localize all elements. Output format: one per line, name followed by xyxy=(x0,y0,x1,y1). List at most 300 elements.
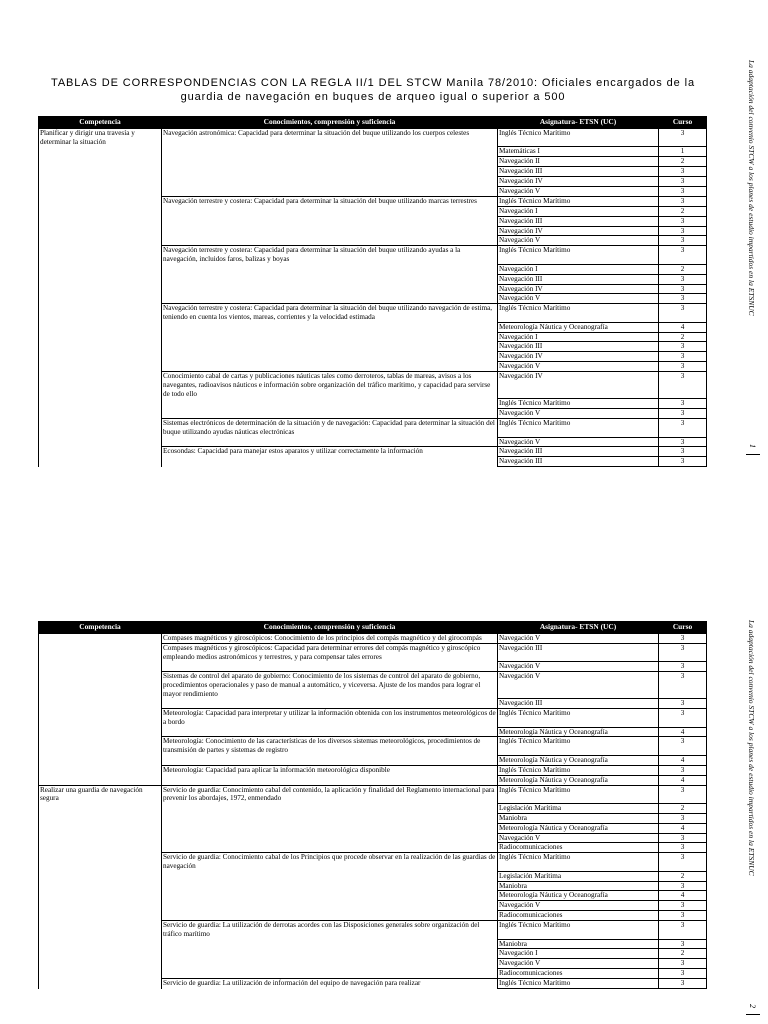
table-row xyxy=(39,672,707,699)
table-row xyxy=(39,755,707,765)
curso-cell: 3 xyxy=(659,236,707,246)
table-row xyxy=(39,939,707,949)
curso-cell: 3 xyxy=(659,304,707,322)
conocimientos-cell xyxy=(162,949,498,959)
conocimientos-cell: Conocimiento cabal de cartas y publicaciones náuticas tales como derroteros, tablas de mareas, avisos a los navegantes, radioavisos náuticos e información sobre organización del tráfico marítimo, y capacidad para servirse de todo ello xyxy=(162,372,498,399)
conocimientos-cell xyxy=(162,891,498,901)
header-asignatura: Asignatura- ETSN (UC) xyxy=(498,117,659,129)
document-page-2 xyxy=(0,560,768,1024)
conocimientos-cell: Navegación terrestre y costera: Capacidad para determinar la situación del buque utilizando navegación de estima, teniendo en cuenta los vientos, mareas, corrientes y la velocidad estimada xyxy=(162,304,498,322)
asignatura-cell: Navegación IV xyxy=(498,352,659,362)
conocimientos-cell xyxy=(162,939,498,949)
curso-cell: 3 xyxy=(659,246,707,264)
conocimientos-cell xyxy=(162,147,498,157)
table-row xyxy=(39,662,707,672)
conocimientos-cell xyxy=(162,755,498,765)
conocimientos-cell: Meteorología: Capacidad para aplicar la información meteorológica disponible xyxy=(162,765,498,775)
header-competencia: Competencia xyxy=(39,622,162,634)
table-row xyxy=(39,409,707,419)
curso-cell: 2 xyxy=(659,949,707,959)
conocimientos-cell xyxy=(162,911,498,921)
asignatura-cell: Navegación I xyxy=(498,206,659,216)
conocimientos-cell: Compases magnéticos y giroscópicos: Capacidad para determinar errores del compás magnético y giroscópico empleando medios astronómicos y terrestres, y para compensar tales errores xyxy=(162,643,498,661)
header-curso: Curso xyxy=(659,117,707,129)
curso-cell: 3 xyxy=(659,699,707,709)
conocimientos-cell xyxy=(162,457,498,467)
competencia-cell xyxy=(39,813,162,823)
conocimientos-cell xyxy=(162,274,498,284)
competencia-cell: Realizar una guardia de navegación segura xyxy=(39,785,162,803)
table-row xyxy=(39,437,707,447)
conocimientos-cell xyxy=(162,959,498,969)
curso-cell: 3 xyxy=(659,853,707,871)
curso-cell: 3 xyxy=(659,921,707,939)
asignatura-cell: Navegación V xyxy=(498,362,659,372)
table-row xyxy=(39,775,707,785)
table-row xyxy=(39,643,707,661)
conocimientos-cell: Meteorología: Conocimiento de las características de los diversos sistemas meteorológicos, procedimientos de transmisión de partes y sistemas de registro xyxy=(162,737,498,755)
asignatura-cell: Navegación V xyxy=(498,437,659,447)
curso-cell: 3 xyxy=(659,352,707,362)
conocimientos-cell xyxy=(162,236,498,246)
table-row xyxy=(39,457,707,467)
competencia-cell xyxy=(39,803,162,813)
competencia-cell xyxy=(39,236,162,246)
table-row xyxy=(39,447,707,457)
table-row xyxy=(39,157,707,167)
conocimientos-cell: Navegación astronómica: Capacidad para determinar la situación del buque utilizando los cuerpos celestes xyxy=(162,129,498,147)
competencia-cell xyxy=(39,939,162,949)
header-conocimientos: Conocimientos, comprensión y suficiencia xyxy=(162,117,498,129)
asignatura-cell: Meteorología Náutica y Oceanografía xyxy=(498,891,659,901)
asignatura-cell: Meteorología Náutica y Oceanografía xyxy=(498,775,659,785)
curso-cell: 3 xyxy=(659,939,707,949)
competencia-cell xyxy=(39,949,162,959)
conocimientos-cell xyxy=(162,167,498,177)
table-row xyxy=(39,921,707,939)
competencia-cell xyxy=(39,634,162,644)
table-row xyxy=(39,332,707,342)
asignatura-cell: Inglés Técnico Marítimo xyxy=(498,419,659,437)
curso-cell: 2 xyxy=(659,264,707,274)
curso-cell: 3 xyxy=(659,969,707,979)
asignatura-cell: Inglés Técnico Marítimo xyxy=(498,196,659,206)
conocimientos-cell xyxy=(162,662,498,672)
table-row xyxy=(39,177,707,187)
table-row xyxy=(39,785,707,803)
asignatura-cell: Inglés Técnico Marítimo xyxy=(498,737,659,755)
curso-cell: 3 xyxy=(659,901,707,911)
correspondence-table-2 xyxy=(38,621,707,989)
sidebar-divider xyxy=(746,1014,760,1015)
competencia-cell xyxy=(39,643,162,661)
asignatura-cell: Inglés Técnico Marítimo xyxy=(498,709,659,727)
sidebar-running-head xyxy=(746,60,760,580)
curso-cell: 3 xyxy=(659,457,707,467)
asignatura-cell: Radiocomunicaciones xyxy=(498,843,659,853)
competencia-cell xyxy=(39,399,162,409)
asignatura-cell: Navegación V xyxy=(498,186,659,196)
conocimientos-cell xyxy=(162,881,498,891)
curso-cell: 4 xyxy=(659,823,707,833)
table-row xyxy=(39,362,707,372)
table-header-row xyxy=(39,622,707,634)
table-row xyxy=(39,342,707,352)
conocimientos-cell: Meteorología: Capacidad para interpretar y utilizar la información obtenida con los instrumentos meteorológicos de a bordo xyxy=(163,709,496,727)
curso-cell: 3 xyxy=(659,662,707,672)
curso-cell: 3 xyxy=(659,409,707,419)
table-row xyxy=(39,823,707,833)
competencia-cell xyxy=(39,662,162,672)
curso-cell: 3 xyxy=(659,274,707,284)
conocimientos-cell: Servicio de guardia: La utilización de información del equipo de navegación para realizar xyxy=(162,979,498,989)
competencia-cell xyxy=(39,709,162,727)
conocimientos-cell xyxy=(162,294,498,304)
conocimientos-cell xyxy=(162,216,498,226)
conocimientos-cell xyxy=(162,901,498,911)
table-row xyxy=(39,129,707,147)
asignatura-cell: Navegación IV xyxy=(498,226,659,236)
asignatura-cell: Navegación I xyxy=(498,264,659,274)
asignatura-cell: Inglés Técnico Marítimo xyxy=(498,129,659,147)
table-row xyxy=(39,699,707,709)
table-row xyxy=(39,959,707,969)
sidebar-divider xyxy=(746,454,760,455)
conocimientos-cell xyxy=(162,775,498,785)
conocimientos-cell xyxy=(162,264,498,274)
curso-cell: 3 xyxy=(659,216,707,226)
curso-cell: 3 xyxy=(659,833,707,843)
curso-cell: 3 xyxy=(659,419,707,437)
competencia-cell xyxy=(39,274,162,284)
table-row xyxy=(39,206,707,216)
curso-cell: 3 xyxy=(659,294,707,304)
conocimientos-cell xyxy=(162,284,498,294)
curso-cell: 3 xyxy=(659,129,707,147)
header-curso: Curso xyxy=(659,622,707,634)
conocimientos-cell: Servicio de guardia: Conocimiento cabal de los Principios que procede observar en la realización de las guardias de navegación xyxy=(162,853,498,871)
table-row xyxy=(39,891,707,901)
competencia-cell xyxy=(39,843,162,853)
asignatura-cell: Legislación Marítima xyxy=(498,803,659,813)
competencia-cell xyxy=(39,352,162,362)
asignatura-cell: Legislación Marítima xyxy=(498,871,659,881)
competencia-cell xyxy=(39,727,162,737)
curso-cell: 3 xyxy=(659,959,707,969)
table-row xyxy=(39,186,707,196)
curso-cell: 3 xyxy=(659,167,707,177)
asignatura-cell: Navegación V xyxy=(498,672,659,699)
table-row xyxy=(39,969,707,979)
curso-cell: 3 xyxy=(659,813,707,823)
conocimientos-cell xyxy=(162,177,498,187)
asignatura-cell: Navegación III xyxy=(498,167,659,177)
curso-cell: 3 xyxy=(659,881,707,891)
competencia-cell xyxy=(39,699,162,709)
curso-cell: 3 xyxy=(659,372,707,399)
page-number: 2 xyxy=(748,1004,757,1008)
curso-cell: 2 xyxy=(659,206,707,216)
conocimientos-cell: Ecosondas: Capacidad para manejar estos aparatos y utilizar correctamente la información xyxy=(162,447,498,457)
curso-cell: 3 xyxy=(659,284,707,294)
competencia-cell: Planificar y dirigir una travesía y determinar la situación xyxy=(39,129,162,147)
competencia-cell xyxy=(39,457,162,467)
table-row xyxy=(39,236,707,246)
curso-cell: 3 xyxy=(659,177,707,187)
curso-cell: 2 xyxy=(659,871,707,881)
table-row xyxy=(39,765,707,775)
table-row xyxy=(39,709,707,727)
conocimientos-cell xyxy=(162,833,498,843)
sidebar-running-head xyxy=(746,620,760,1024)
competencia-cell xyxy=(39,147,162,157)
curso-cell: 3 xyxy=(659,399,707,409)
competencia-cell xyxy=(39,737,162,755)
curso-cell: 2 xyxy=(659,332,707,342)
running-head-text: La adaptación del convenio STCW a los planes de estudio impartidos en la ETSNUC xyxy=(747,620,756,876)
table-row xyxy=(39,979,707,989)
table-row xyxy=(39,226,707,236)
asignatura-cell: Navegación III xyxy=(498,643,659,661)
header-competencia: Competencia xyxy=(39,117,162,129)
competencia-cell xyxy=(39,979,162,989)
conocimientos-cell xyxy=(162,699,498,709)
competencia-cell xyxy=(39,881,162,891)
table-row xyxy=(39,322,707,332)
page-number: 1 xyxy=(748,444,757,448)
competencia-cell xyxy=(39,186,162,196)
competencia-cell xyxy=(39,196,162,206)
conocimientos-cell xyxy=(162,332,498,342)
table-row xyxy=(39,246,707,264)
curso-cell: 2 xyxy=(659,803,707,813)
conocimientos-cell xyxy=(162,437,498,447)
asignatura-cell: Navegación I xyxy=(498,332,659,342)
conocimientos-cell xyxy=(162,843,498,853)
table-row xyxy=(39,803,707,813)
competencia-cell xyxy=(39,672,162,699)
asignatura-cell: Meteorología Náutica y Oceanografía xyxy=(498,755,659,765)
asignatura-cell: Navegación V xyxy=(498,236,659,246)
conocimientos-cell: Sistemas electrónicos de determinación de la situación y de navegación: Capacidad para determinar la situación del buque utilizando ayudas náuticas electrónicas xyxy=(162,419,498,437)
conocimientos-cell: Servicio de guardia: Conocimiento cabal del contenido, la aplicación y finalidad del Reglamento internacional para prevenir los abordajes, 1972, enmendado xyxy=(162,785,498,803)
competencia-cell xyxy=(39,959,162,969)
curso-cell: 3 xyxy=(659,226,707,236)
competencia-cell xyxy=(39,409,162,419)
asignatura-cell: Navegación III xyxy=(498,699,659,709)
table-row xyxy=(39,901,707,911)
conocimientos-cell xyxy=(162,322,498,332)
competencia-cell xyxy=(39,216,162,226)
curso-cell: 3 xyxy=(659,785,707,803)
curso-cell: 3 xyxy=(659,672,707,699)
asignatura-cell: Navegación V xyxy=(498,901,659,911)
table-row xyxy=(39,727,707,737)
header-conocimientos: Conocimientos, comprensión y suficiencia xyxy=(162,622,498,634)
curso-cell: 4 xyxy=(659,755,707,765)
asignatura-cell: Navegación II xyxy=(498,157,659,167)
asignatura-cell: Maniobra xyxy=(498,939,659,949)
competencia-cell xyxy=(39,891,162,901)
table-row xyxy=(39,843,707,853)
curso-cell: 4 xyxy=(659,775,707,785)
table-row xyxy=(39,294,707,304)
curso-cell: 3 xyxy=(659,342,707,352)
competencia-cell xyxy=(39,911,162,921)
asignatura-cell: Navegación V xyxy=(498,294,659,304)
curso-cell: 3 xyxy=(659,979,707,989)
asignatura-cell: Navegación V xyxy=(498,634,659,644)
asignatura-cell: Maniobra xyxy=(498,813,659,823)
table-row xyxy=(39,284,707,294)
curso-cell: 2 xyxy=(659,157,707,167)
asignatura-cell: Navegación V xyxy=(498,833,659,843)
curso-cell: 3 xyxy=(659,843,707,853)
curso-cell: 4 xyxy=(659,727,707,737)
curso-cell: 3 xyxy=(659,911,707,921)
table-header-row xyxy=(39,117,707,129)
conocimientos-cell: Compases magnéticos y giroscópicos: Conocimiento de los principios del compás magnético y del girocompás xyxy=(162,634,498,644)
asignatura-cell: Meteorología Náutica y Oceanografía xyxy=(498,322,659,332)
curso-cell: 3 xyxy=(659,709,707,727)
conocimientos-cell xyxy=(162,186,498,196)
competencia-cell xyxy=(39,322,162,332)
competencia-cell xyxy=(39,362,162,372)
conocimientos-cell xyxy=(162,969,498,979)
asignatura-cell: Inglés Técnico Marítimo xyxy=(498,399,659,409)
asignatura-cell: Inglés Técnico Marítimo xyxy=(498,979,659,989)
table-row xyxy=(39,399,707,409)
competencia-cell xyxy=(39,775,162,785)
asignatura-cell: Radiocomunicaciones xyxy=(498,969,659,979)
asignatura-cell: Navegación V xyxy=(498,662,659,672)
conocimientos-cell: Servicio de guardia: La utilización de derrotas acordes con las Disposiciones generales sobre organización del tráfico marítimo xyxy=(162,921,498,939)
curso-cell: 3 xyxy=(659,765,707,775)
asignatura-cell: Navegación V xyxy=(498,409,659,419)
competencia-cell xyxy=(39,823,162,833)
competencia-cell xyxy=(39,969,162,979)
conocimientos-cell: Navegación terrestre y costera: Capacidad para determinar la situación del buque utilizando marcas terrestres xyxy=(162,196,498,206)
competencia-cell xyxy=(39,853,162,871)
table-row xyxy=(39,372,707,399)
table-row xyxy=(39,304,707,322)
asignatura-cell: Navegación I xyxy=(498,949,659,959)
table-row xyxy=(39,853,707,871)
asignatura-cell: Navegación IV xyxy=(498,284,659,294)
curso-cell: 4 xyxy=(659,891,707,901)
conocimientos-cell xyxy=(162,409,498,419)
conocimientos-cell xyxy=(162,352,498,362)
table-row xyxy=(39,167,707,177)
competencia-cell xyxy=(39,447,162,457)
header-asignatura: Asignatura- ETSN (UC) xyxy=(498,622,659,634)
conocimientos-cell xyxy=(162,157,498,167)
competencia-cell xyxy=(39,157,162,167)
asignatura-cell: Inglés Técnico Marítimo xyxy=(498,246,659,264)
conocimientos-cell xyxy=(162,727,498,737)
competencia-cell xyxy=(39,419,162,437)
competencia-cell xyxy=(39,332,162,342)
conocimientos-cell: Sistemas de control del aparato de gobierno: Conocimiento de los sistemas de control del aparato de gobierno, procedimientos operacionales y paso de manual a automático, y viceversa. Ajuste de los mandos para lograr el mayor rendimiento xyxy=(162,672,498,699)
asignatura-cell: Inglés Técnico Marítimo xyxy=(498,921,659,939)
conocimientos-cell xyxy=(162,362,498,372)
table-row xyxy=(39,881,707,891)
table-row xyxy=(39,274,707,284)
competencia-cell xyxy=(39,833,162,843)
curso-cell: 3 xyxy=(659,447,707,457)
curso-cell: 1 xyxy=(659,147,707,157)
asignatura-cell: Inglés Técnico Marítimo xyxy=(498,853,659,871)
asignatura-cell: Navegación IV xyxy=(498,177,659,187)
competencia-cell xyxy=(39,437,162,447)
competencia-cell xyxy=(39,871,162,881)
asignatura-cell: Navegación V xyxy=(498,959,659,969)
conocimientos-cell xyxy=(162,803,498,813)
curso-cell: 3 xyxy=(659,186,707,196)
curso-cell: 3 xyxy=(659,437,707,447)
table-row xyxy=(39,737,707,755)
table-row xyxy=(39,813,707,823)
asignatura-cell: Inglés Técnico Marítimo xyxy=(498,785,659,803)
curso-cell: 3 xyxy=(659,362,707,372)
asignatura-cell: Navegación III xyxy=(498,216,659,226)
conocimientos-cell xyxy=(162,813,498,823)
table-row xyxy=(39,833,707,843)
table-row xyxy=(39,196,707,206)
asignatura-cell: Navegación IV xyxy=(498,372,659,399)
competencia-cell xyxy=(39,304,162,322)
competencia-cell xyxy=(39,765,162,775)
table-row xyxy=(39,871,707,881)
competencia-cell xyxy=(39,294,162,304)
table-row xyxy=(39,949,707,959)
table-row xyxy=(39,216,707,226)
competencia-cell xyxy=(39,342,162,352)
conocimientos-cell: Navegación terrestre y costera: Capacidad para determinar la situación del buque utilizando ayudas a la navegación, incluidos faros, balizas y boyas xyxy=(162,246,498,264)
table-row xyxy=(39,147,707,157)
asignatura-cell: Matemáticas I xyxy=(498,147,659,157)
curso-cell: 3 xyxy=(659,634,707,644)
competencia-cell xyxy=(39,755,162,765)
competencia-cell xyxy=(39,177,162,187)
competencia-cell xyxy=(39,284,162,294)
correspondence-table-1 xyxy=(38,116,707,467)
conocimientos-cell xyxy=(162,226,498,236)
curso-cell: 3 xyxy=(659,196,707,206)
competencia-cell xyxy=(39,264,162,274)
asignatura-cell: Navegación III xyxy=(498,447,659,457)
competencia-cell xyxy=(39,372,162,399)
curso-cell: 3 xyxy=(659,643,707,661)
asignatura-cell: Maniobra xyxy=(498,881,659,891)
asignatura-cell: Navegación III xyxy=(498,274,659,284)
asignatura-cell: Meteorología Náutica y Oceanografía xyxy=(498,727,659,737)
asignatura-cell: Inglés Técnico Marítimo xyxy=(498,304,659,322)
asignatura-cell: Navegación III xyxy=(498,342,659,352)
curso-cell: 4 xyxy=(659,322,707,332)
competencia-cell xyxy=(39,901,162,911)
competencia-cell xyxy=(39,206,162,216)
document-title: TABLAS DE CORRESPONDENCIAS CON LA REGLA II/1 DEL STCW Manila 78/2010: Oficiales encargados de la guardia de navegación en buques de arqueo igual o superior a 500 xyxy=(51,77,695,103)
competencia-cell xyxy=(39,246,162,264)
conocimientos-cell xyxy=(162,399,498,409)
table-row xyxy=(39,419,707,437)
asignatura-cell: Inglés Técnico Marítimo xyxy=(498,765,659,775)
conocimientos-cell xyxy=(162,342,498,352)
running-head-text: La adaptación del convenio STCW a los planes de estudio impartidos en la ETSNUC xyxy=(747,60,756,316)
competencia-cell xyxy=(39,921,162,939)
asignatura-cell: Meteorología Náutica y Oceanografía xyxy=(498,823,659,833)
